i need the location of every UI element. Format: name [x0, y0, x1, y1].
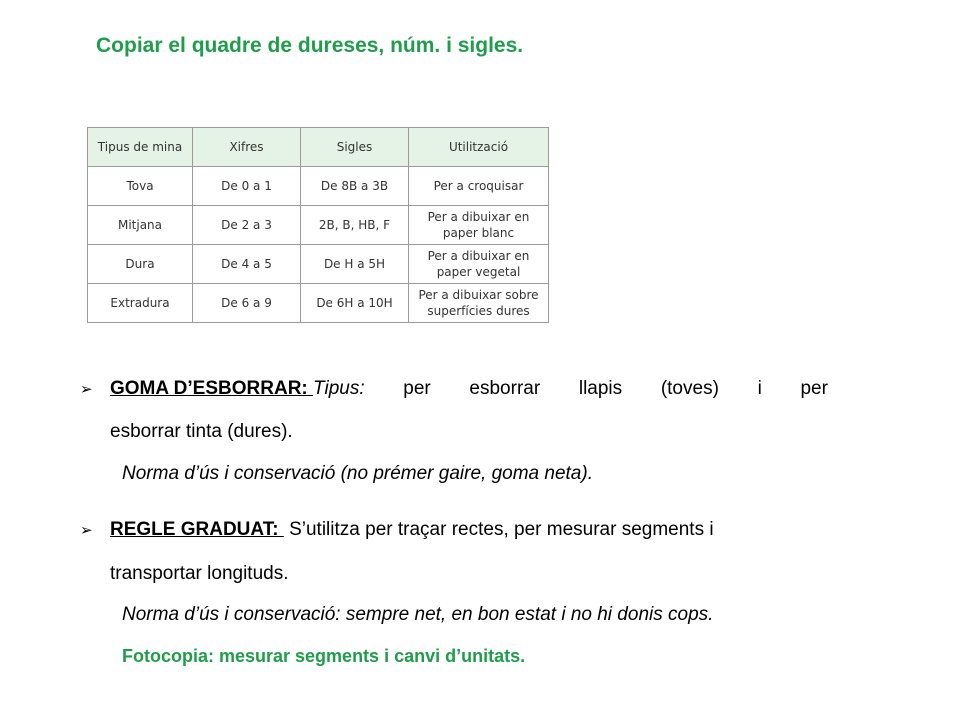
hardness-table — [87, 127, 549, 323]
table-header-row — [88, 128, 549, 167]
table-cell: Dura — [88, 245, 193, 284]
eraser-first-line — [80, 378, 890, 400]
eraser-word: i — [757, 378, 762, 399]
table-row — [88, 245, 549, 284]
ruler-heading: REGLE GRADUAT: — [110, 519, 284, 540]
table-row — [88, 167, 549, 206]
eraser-word: llapis — [578, 378, 623, 399]
table-cell: Per a dibuixar en paper blanc — [409, 206, 549, 245]
table-cell: Per a dibuixar sobre superfícies dures — [409, 284, 549, 323]
eraser-word: per — [403, 378, 431, 399]
table-cell: De 2 a 3 — [193, 206, 301, 245]
eraser-heading: GOMA D’ESBORRAR: — [110, 378, 314, 399]
table-cell: De 6 a 9 — [193, 284, 301, 323]
eraser-word: (toves) — [660, 378, 719, 399]
table-cell: De 4 a 5 — [193, 245, 301, 284]
table-cell: Mitjana — [88, 206, 193, 245]
column-header-type: Tipus de mina — [88, 128, 193, 167]
page-title: Copiar el quadre de dureses, núm. i sigles. — [96, 34, 524, 57]
eraser-line-justified — [110, 378, 828, 400]
ruler-continuation: transportar longituds. — [110, 563, 289, 584]
ruler-usage-norm: Norma d’ús i conservació: sempre net, en bon estat i no hi donis cops. — [122, 604, 714, 625]
arrow-bullet-icon: ➢ — [80, 381, 93, 398]
table-cell: De 8B a 3B — [301, 167, 409, 206]
ruler-first-line — [80, 519, 890, 541]
table-cell: De H a 5H — [301, 245, 409, 284]
eraser-word: esborrar — [469, 378, 541, 399]
column-header-numbers: Xifres — [193, 128, 301, 167]
eraser-type-label: Tipus: — [313, 378, 365, 399]
table-cell: Per a croquisar — [409, 167, 549, 206]
eraser-usage-norm: Norma d’ús i conservació (no prémer gaire, goma neta). — [122, 463, 593, 484]
photocopy-note: Fotocopia: mesurar segments i canvi d’unitats. — [122, 646, 526, 666]
table-cell: Per a dibuixar en paper vegetal — [409, 245, 549, 284]
table-row — [88, 284, 549, 323]
table-row — [88, 206, 549, 245]
ruler-section — [80, 519, 890, 667]
eraser-continuation: esborrar tinta (dures). — [110, 421, 293, 442]
column-header-use: Utilització — [409, 128, 549, 167]
eraser-section — [80, 378, 890, 485]
table-cell: De 0 a 1 — [193, 167, 301, 206]
hardness-table-container — [87, 127, 549, 323]
eraser-word: per — [800, 378, 828, 399]
table-cell: 2B, B, HB, F — [301, 206, 409, 245]
ruler-description: S’utilitza per traçar rectes, per mesurar segments i — [289, 519, 714, 540]
table-cell: Tova — [88, 167, 193, 206]
column-header-codes: Sigles — [301, 128, 409, 167]
table-cell: Extradura — [88, 284, 193, 323]
arrow-bullet-icon: ➢ — [80, 522, 93, 539]
table-cell: De 6H a 10H — [301, 284, 409, 323]
